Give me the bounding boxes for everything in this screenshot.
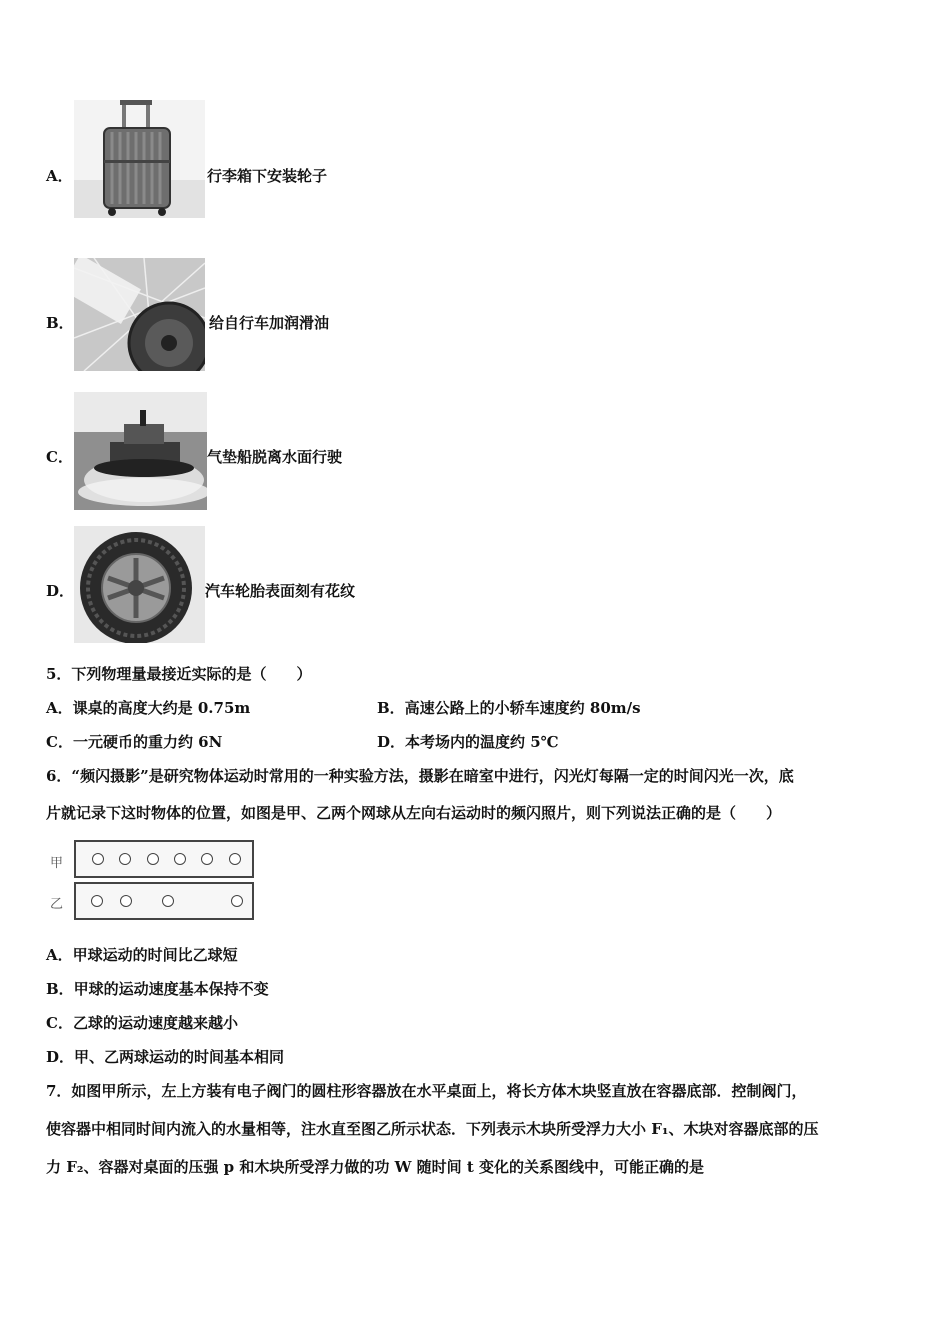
- q6-option-c: C．乙球的运动速度越来越小: [46, 1014, 238, 1032]
- q6-option-b: B．甲球的运动速度基本保持不变: [46, 980, 269, 998]
- q6-option-a: A．甲球运动的时间比乙球短: [46, 946, 238, 964]
- q5-option-a: A．课桌的高度大约是 0.75m: [46, 699, 251, 717]
- bicycle-lubrication-photo: [74, 258, 205, 371]
- row-label-yi: 乙: [50, 897, 64, 912]
- option-b-letter: B．: [46, 314, 74, 332]
- ball: [231, 895, 243, 907]
- ball: [174, 853, 186, 865]
- q6-option-d: D．甲、乙两球运动的时间基本相同: [46, 1048, 285, 1066]
- q7-line3: 力 F₂、容器对桌面的压强 p 和木块所受浮力做的功 W 随时间 t 变化的关系图线中，可能正确的是: [46, 1158, 705, 1176]
- option-a-letter: A．: [46, 167, 73, 185]
- option-b-text: 给自行车加润滑油: [209, 314, 330, 332]
- q7-line2: 使容器中相同时间内流入的水量相等，注水直至图乙所示状态．下列表示木块所受浮力大小 F₁、木块对容器底部的压: [46, 1120, 819, 1138]
- ball: [91, 895, 103, 907]
- q5-option-d: D．本考场内的温度约 5℃: [377, 733, 559, 751]
- q5-stem: 5．下列物理量最接近实际的是（ ）: [46, 665, 312, 683]
- strobe-row-yi: [74, 882, 254, 920]
- ball: [119, 853, 131, 865]
- row-label-jia: 甲: [50, 856, 64, 871]
- option-d-letter: D．: [46, 582, 75, 600]
- option-c-letter: C．: [46, 448, 73, 466]
- ball: [147, 853, 159, 865]
- strobe-row-jia: [74, 840, 254, 878]
- q5-option-b: B．高速公路上的小轿车速度约 80m/s: [377, 699, 641, 717]
- suitcase-photo: [74, 100, 205, 218]
- q6-stem-line2: 片就记录下这时物体的位置，如图是甲、乙两个网球从左向右运动时的频闪照片，则下列说法正确的是（ ）: [46, 804, 782, 822]
- option-d-text: 汽车轮胎表面刻有花纹: [205, 582, 356, 600]
- option-a-text: 行李箱下安装轮子: [207, 167, 328, 185]
- ball: [229, 853, 241, 865]
- q5-option-c: C．一元硬币的重力约 6N: [46, 733, 223, 751]
- ball: [201, 853, 213, 865]
- ball: [120, 895, 132, 907]
- ball: [162, 895, 174, 907]
- car-tire-photo: [74, 526, 205, 643]
- q6-stem-line1: 6．“频闪摄影”是研究物体运动时常用的一种实验方法，摄影在暗室中进行，闪光灯每隔一定的时间闪光一次，底: [46, 767, 794, 785]
- ball: [92, 853, 104, 865]
- q7-line1: 7．如图甲所示，左上方装有电子阀门的圆柱形容器放在水平桌面上，将长方体木块竖直放在容器底部．控制阀门，: [46, 1082, 807, 1100]
- option-c-text: 气垫船脱离水面行驶: [207, 448, 343, 466]
- hovercraft-photo: [74, 392, 207, 510]
